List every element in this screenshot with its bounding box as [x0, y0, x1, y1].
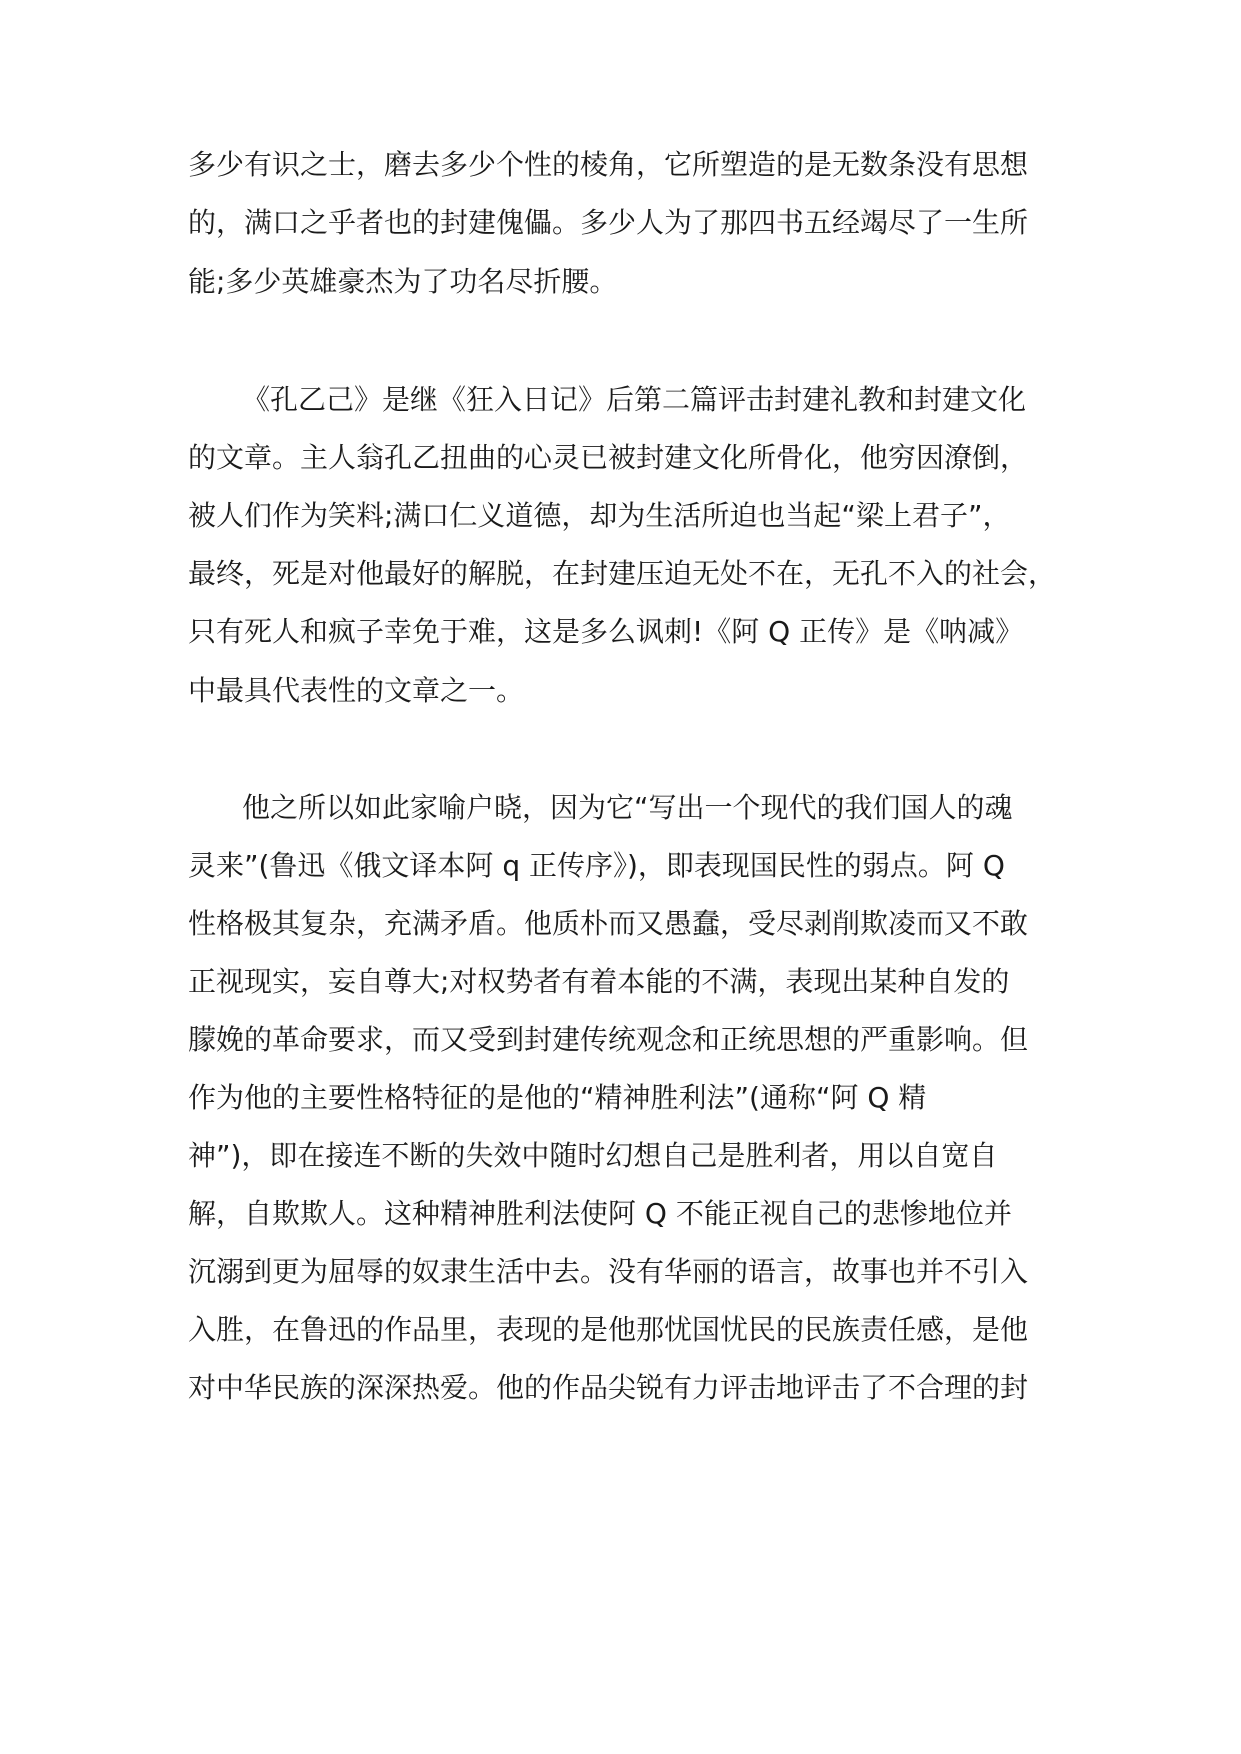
paragraph-3-line-6: 作为他的主要性格特征的是他的“精神胜利法”(通称“阿 Q 精: [188, 1081, 927, 1114]
paragraph-1-line-3: 能;多少英雄豪杰为了功名尽折腰。: [188, 265, 618, 298]
paragraph-3-line-3: 性格极其复杂，充满矛盾。他质朴而又愚蠢，受尽剥削欺凌而又不敢: [188, 907, 1029, 940]
paragraph-2-line-1: 《孔乙己》是继《狂入日记》后第二篇评击封建礼教和封建文化: [242, 383, 1027, 416]
paragraph-3-line-1: 他之所以如此家喻户晓，因为它“写出一个现代的我们国人的魂: [242, 791, 1013, 824]
paragraph-1-line-1: 多少有识之士，磨去多少个性的棱角，它所塑造的是无数条没有思想: [188, 148, 1029, 181]
paragraph-3-line-2: 灵来”(鲁迅《俄文译本阿 q 正传序》)，即表现国民性的弱点。阿 Q: [188, 849, 1005, 882]
paragraph-2-line-4: 最终，死是对他最好的解脱，在封建压迫无处不在，无孔不入的社会，: [188, 557, 1057, 590]
paragraph-3-line-8: 解，自欺欺人。这种精神胜利法使阿 Q 不能正视自己的悲惨地位并: [188, 1197, 1012, 1230]
paragraph-3-line-5: 朦娩的革命要求，而又受到封建传统观念和正统思想的严重影响。但: [188, 1023, 1029, 1056]
paragraph-2-line-3: 被人们作为笑料;满口仁义道德，却为生活所迫也当起“梁上君子”，: [188, 499, 1011, 532]
paragraph-2-line-2: 的文章。主人翁孔乙扭曲的心灵已被封建文化所骨化，他穷因潦倒，: [188, 441, 1029, 474]
paragraph-3-line-11: 对中华民族的深深热爱。他的作品尖锐有力评击地评击了不合理的封: [188, 1371, 1029, 1404]
paragraph-2-line-6: 中最具代表性的文章之一。: [188, 674, 525, 707]
paragraph-3-line-10: 入胜，在鲁迅的作品里，表现的是他那忧国忧民的民族责任感，是他: [188, 1313, 1029, 1346]
paragraph-3-line-4: 正视现实，妄自尊大;对权势者有着本能的不满，表现出某种自发的: [188, 965, 1010, 998]
paragraph-3-line-7: 神”)，即在接连不断的失效中随时幻想自己是胜利者，用以自宽自: [188, 1139, 998, 1172]
paragraph-3-line-9: 沉溺到更为屈辱的奴隶生活中去。没有华丽的语言，故事也并不引入: [188, 1255, 1029, 1288]
paragraph-2-line-5: 只有死人和疯子幸免于难，这是多么讽刺!《阿 Q 正传》是《呐减》: [188, 615, 1024, 648]
paragraph-1-line-2: 的，满口之乎者也的封建傀儡。多少人为了那四书五经竭尽了一生所: [188, 206, 1029, 239]
